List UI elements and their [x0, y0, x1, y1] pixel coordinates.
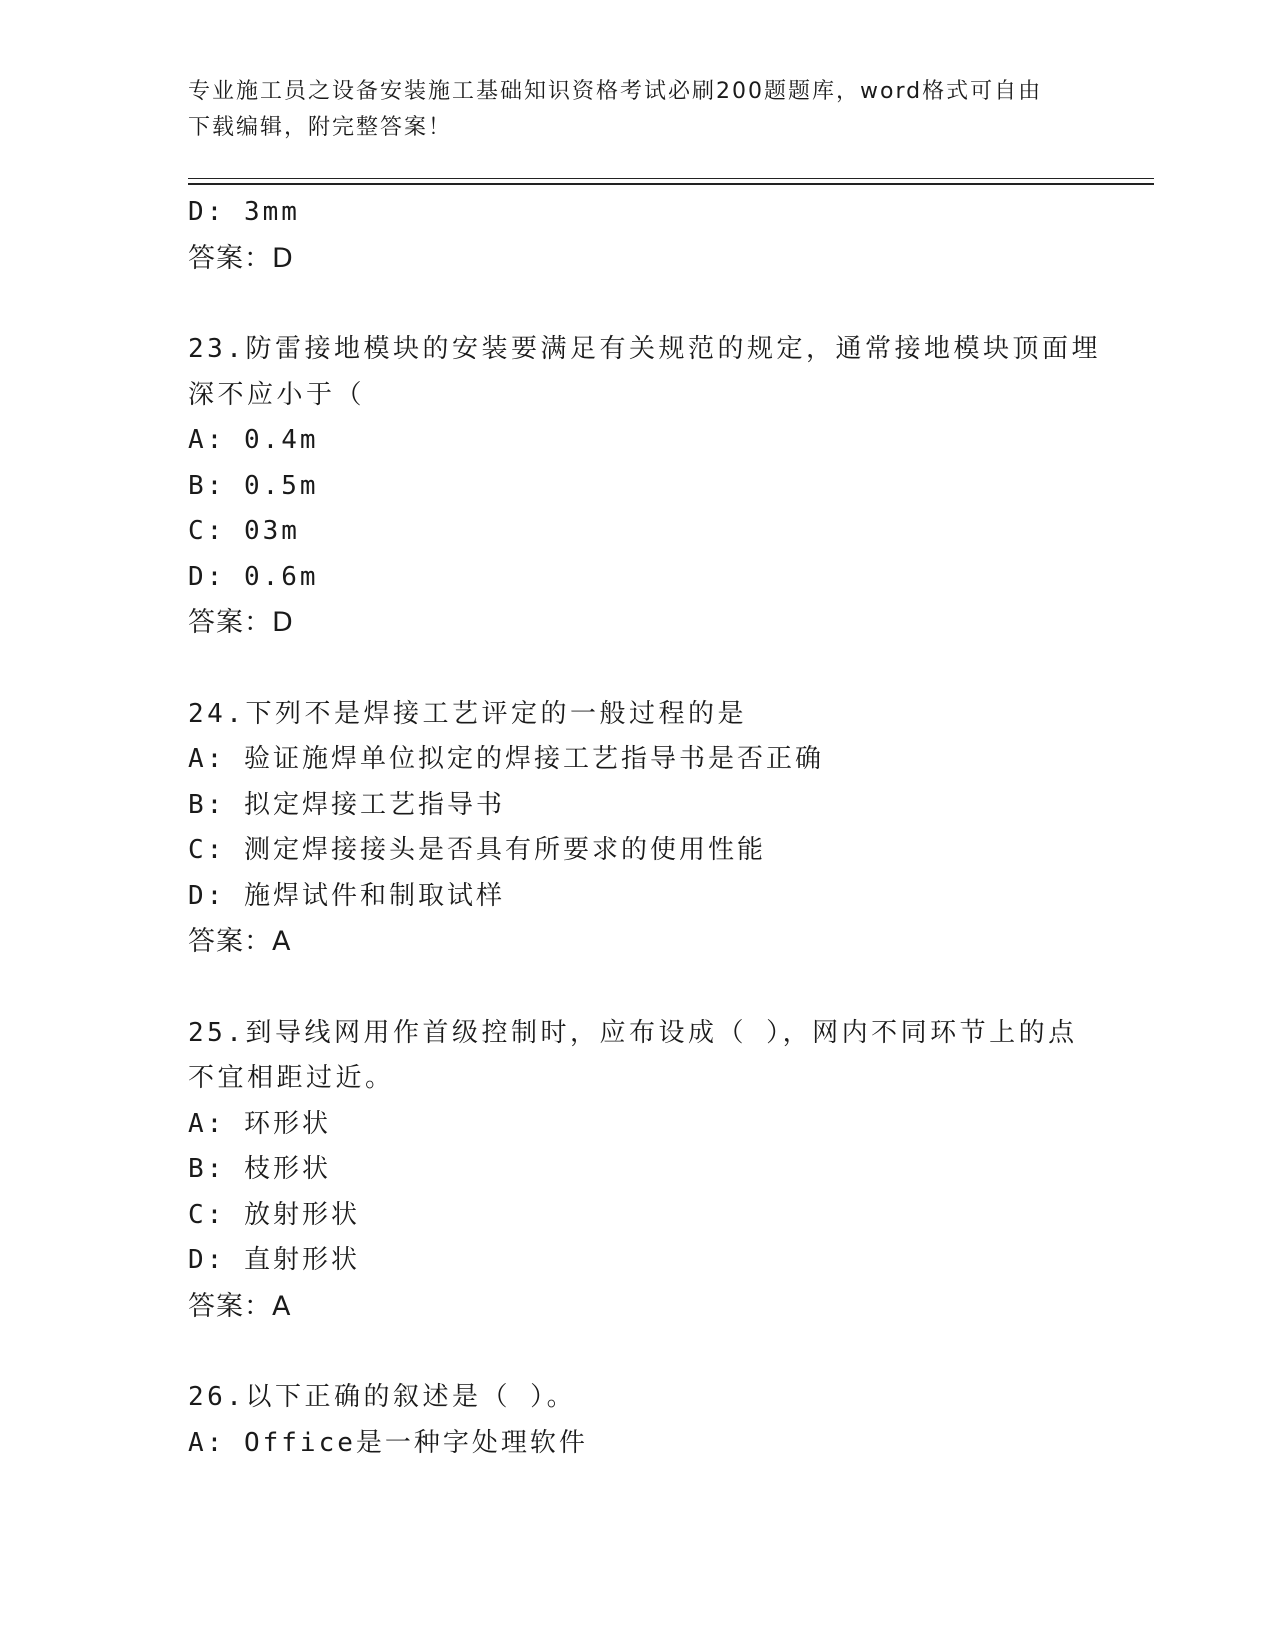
document-body	[188, 190, 1101, 1466]
question-text-line-1: 24.下列不是焊接工艺评定的一般过程的是	[188, 698, 747, 729]
question-22-tail	[188, 190, 1088, 281]
header-divider-thin	[188, 178, 1154, 179]
header-line-1: 专业施工员之设备安装施工基础知识资格考试必刷200题题库，word格式可自由	[188, 79, 1043, 104]
option-a: A: Office是一种字处理软件	[188, 1427, 588, 1458]
question-25	[188, 1011, 1088, 1330]
question-text-line-1: 26.以下正确的叙述是（ ）。	[188, 1382, 577, 1412]
question-text-line-2: 不宜相距过近。	[188, 1063, 395, 1093]
document-header	[188, 74, 1068, 146]
question-text-line-1: 25.到导线网用作首级控制时，应布设成（ ），网内不同环节上的点	[188, 1017, 1078, 1048]
option-d: D: 施焊试件和制取试样	[188, 880, 505, 911]
answer: 答案：D	[188, 607, 294, 638]
question-text-line-1: 23.防雷接地模块的安装要满足有关规范的规定，通常接地模块顶面埋	[188, 334, 1101, 364]
question-24	[188, 692, 1088, 965]
spacer	[188, 281, 1088, 327]
answer: 答案：A	[188, 1290, 292, 1322]
option-c: C: 放射形状	[188, 1199, 360, 1230]
option-c: C: 03m	[188, 516, 300, 546]
option-d: D: 0.6m	[188, 561, 319, 592]
spacer	[188, 1329, 1088, 1375]
answer: 答案：D	[188, 242, 294, 274]
answer: 答案：A	[188, 926, 292, 957]
spacer	[188, 965, 1088, 1011]
option-b: B: 枝形状	[188, 1154, 331, 1184]
question-26	[188, 1375, 1088, 1466]
option-c: C: 测定焊接接头是否具有所要求的使用性能	[188, 835, 766, 865]
header-divider-thick	[188, 183, 1154, 185]
header-line-2: 下载编辑，附完整答案！	[188, 115, 453, 140]
option-a: A: 环形状	[188, 1108, 331, 1139]
option-b: B: 0.5m	[188, 470, 319, 501]
option-b: B: 拟定焊接工艺指导书	[188, 789, 505, 820]
question-23	[188, 327, 1101, 646]
question-text-line-2: 深不应小于（	[188, 379, 366, 410]
spacer	[188, 646, 1088, 692]
option-a: A: 验证施焊单位拟定的焊接工艺指导书是否正确	[188, 744, 824, 774]
option-d: D: 3mm	[188, 197, 300, 227]
option-a: A: 0.4m	[188, 425, 319, 455]
option-d: D: 直射形状	[188, 1245, 360, 1275]
